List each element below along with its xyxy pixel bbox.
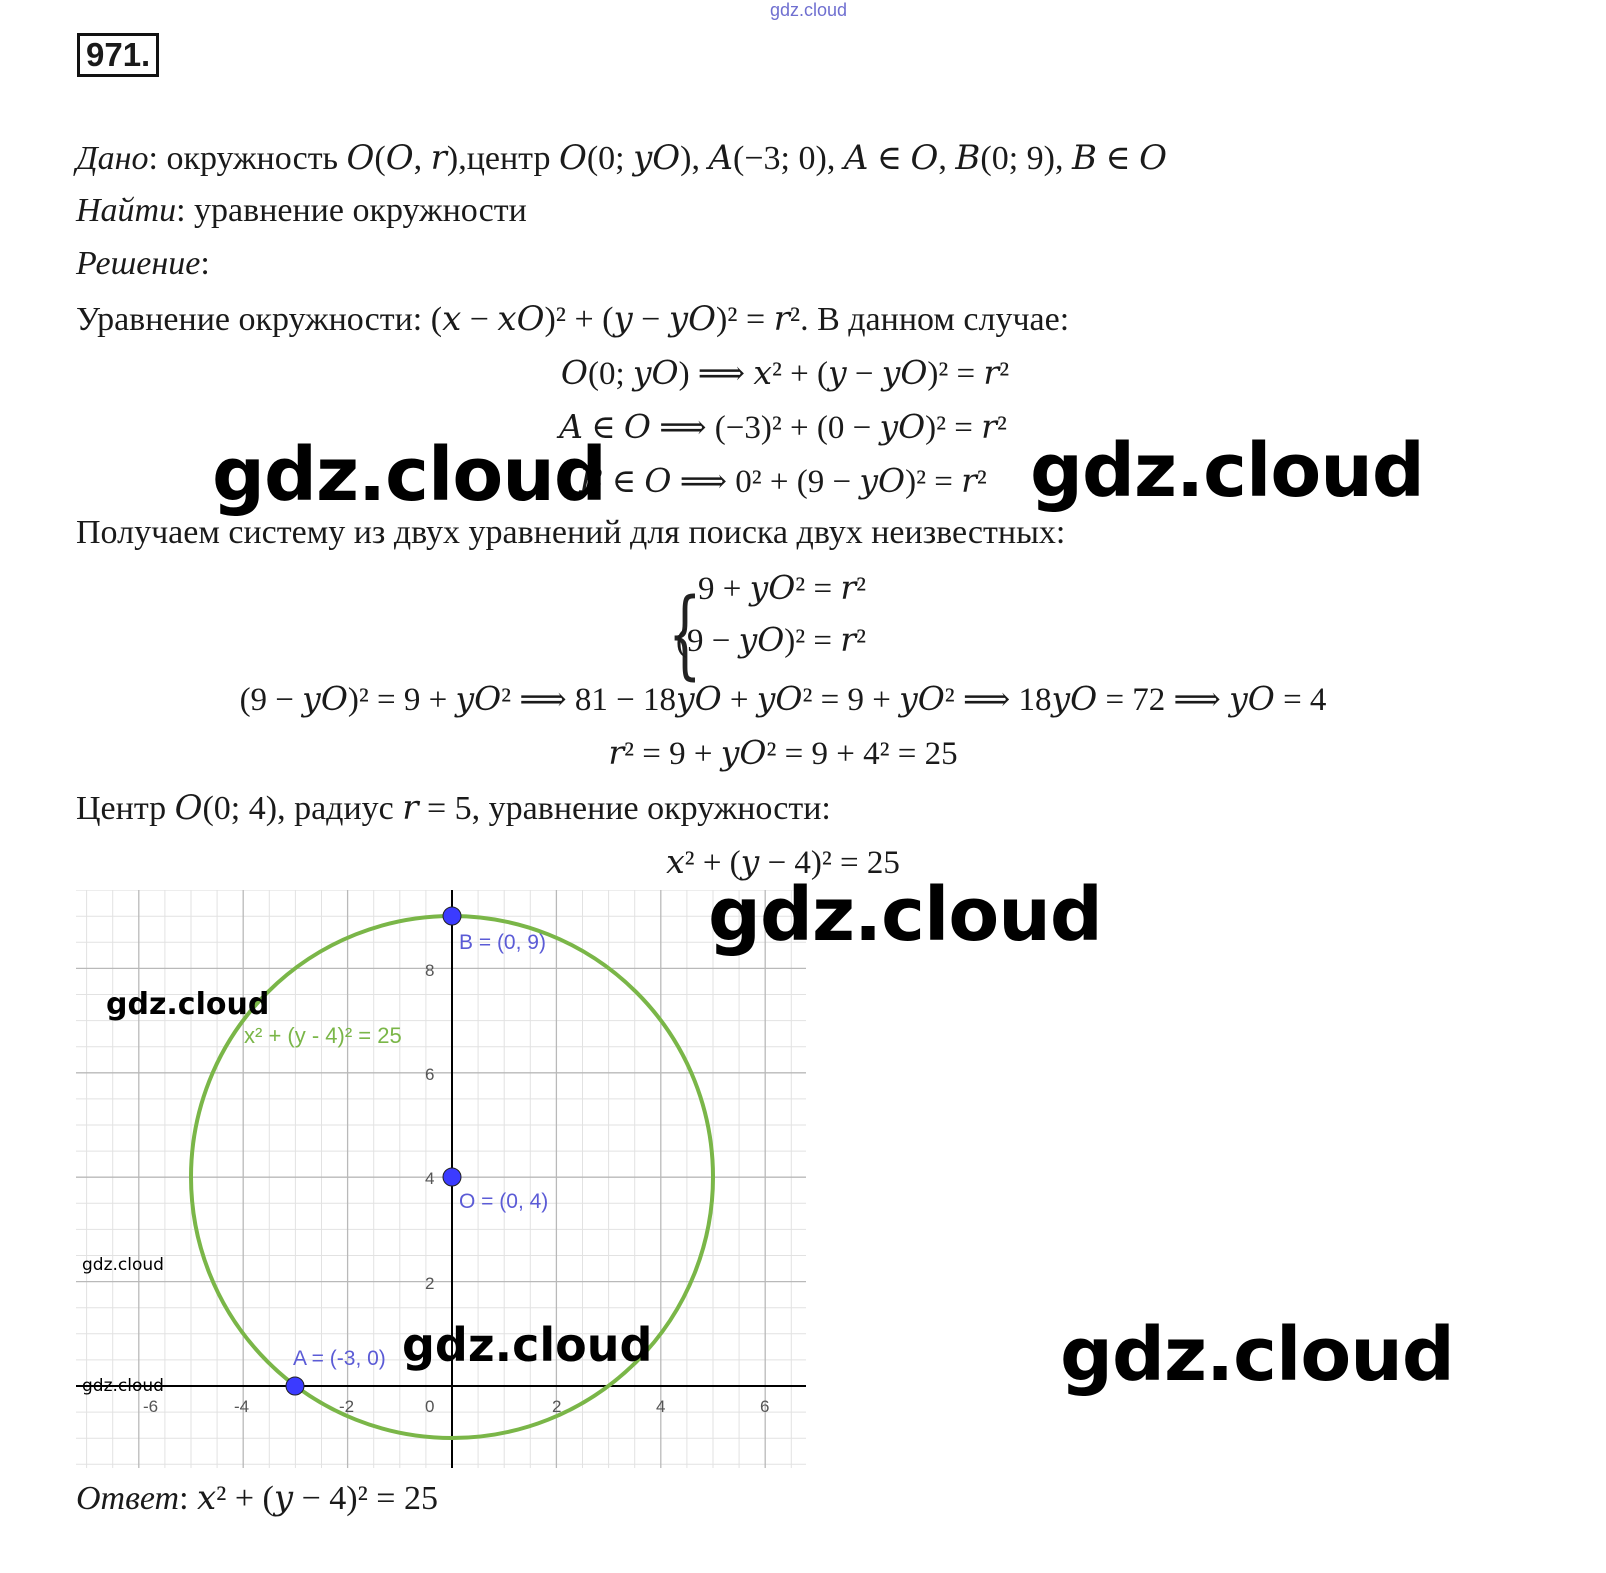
answer-line <box>76 1478 438 1518</box>
watermark-8: gdz.cloud <box>1060 1312 1454 1398</box>
equation-intro: Уравнение окружности: (𝑥 − 𝑥𝑂)² + (𝑦 − 𝑦𝑂)² = 𝑟². В данном случае: <box>76 301 1070 338</box>
equation-1: 𝑂(0; 𝑦𝑂) ⟹ 𝑥² + (𝑦 − 𝑦𝑂)² = 𝑟² <box>560 356 1010 392</box>
watermark-2: gdz.cloud <box>1030 428 1424 514</box>
top-watermark: gdz.cloud <box>770 0 848 20</box>
point-b-label: B = (0, 9) <box>459 931 546 954</box>
final-equation: 𝑥² + (𝑦 − 4)² = 25 <box>666 845 900 881</box>
watermark-1: gdz.cloud <box>212 432 606 518</box>
answer-text: : 𝑥² + (𝑦 − 4)² = 25 <box>179 1480 438 1517</box>
system-brace: { <box>668 578 702 690</box>
x-tick-6: 6 <box>760 1397 770 1416</box>
derivation-line: (9 − 𝑦𝑂)² = 9 + 𝑦𝑂² ⟹ 81 − 18𝑦𝑂 + 𝑦𝑂² = 9 + 𝑦𝑂² ⟹ 18𝑦𝑂 = 72 ⟹ 𝑦𝑂 = 4 <box>239 682 1327 718</box>
given-label: Дано <box>76 140 149 177</box>
y-tick-2: 2 <box>425 1274 435 1293</box>
point-o-label: O = (0, 4) <box>459 1190 549 1213</box>
x-tick-2: 2 <box>552 1397 562 1416</box>
equation-3: 𝐵 ∈ 𝑂 ⟹ 0² + (9 − 𝑦𝑂)² = 𝑟² <box>579 464 987 500</box>
system-intro: Получаем систему из двух уравнений для поиска двух неизвестных: <box>76 514 1066 551</box>
system-line-2: (9 − 𝑦𝑂)² = 𝑟² <box>676 623 866 659</box>
find-label: Найти <box>76 192 177 229</box>
system-line-1: 9 + 𝑦𝑂² = 𝑟² <box>698 571 866 607</box>
solution-colon: : <box>200 245 210 282</box>
point-b <box>443 907 461 925</box>
x-tick-neg4: -4 <box>234 1397 250 1416</box>
y-tick-8: 8 <box>425 961 435 980</box>
point-a-label: A = (-3, 0) <box>293 1347 386 1370</box>
y-tick-4: 4 <box>425 1169 435 1188</box>
problem-number: 971. <box>77 33 159 77</box>
find-line <box>76 192 527 230</box>
watermark-6: gdz.cloud <box>402 1318 653 1372</box>
watermark-3: gdz.cloud <box>708 872 1102 958</box>
radius-calculation: 𝑟² = 9 + 𝑦𝑂² = 9 + 4² = 25 <box>608 736 958 772</box>
grid-minor <box>76 890 806 1468</box>
find-text: : уравнение окружности <box>176 192 527 229</box>
given-line <box>76 138 1167 178</box>
solution-line <box>76 245 210 283</box>
point-o <box>443 1168 461 1186</box>
circle-graph <box>76 890 808 1468</box>
x-tick-neg6: -6 <box>143 1397 159 1416</box>
watermark-4: gdz.cloud <box>106 987 270 1022</box>
given-text: : окружность 𝑂(𝑂, 𝑟),центр 𝑂(0; 𝑦𝑂), 𝐴(−3; 0), 𝐴 ∈ 𝑂, 𝐵(0; 9), 𝐵 ∈ 𝑂 <box>148 140 1168 177</box>
watermark-7: gdz.cloud <box>82 1376 164 1396</box>
y-tick-6: 6 <box>425 1065 435 1084</box>
answer-label: Ответ <box>76 1480 180 1517</box>
x-tick-neg2: -2 <box>339 1397 355 1416</box>
equation-2: 𝐴 ∈ 𝑂 ⟹ (−3)² + (0 − 𝑦𝑂)² = 𝑟² <box>559 410 1007 446</box>
circle-equation-label: x² + (y - 4)² = 25 <box>244 1023 402 1048</box>
center-radius-line: Центр 𝑂(0; 4), радиус 𝑟 = 5, уравнение окружности: <box>76 790 831 827</box>
point-a <box>286 1377 304 1395</box>
x-tick-0: 0 <box>425 1397 435 1416</box>
x-tick-4: 4 <box>656 1397 666 1416</box>
solution-label: Решение <box>76 245 201 282</box>
watermark-5: gdz.cloud <box>82 1255 164 1275</box>
grid-major <box>76 890 806 1468</box>
